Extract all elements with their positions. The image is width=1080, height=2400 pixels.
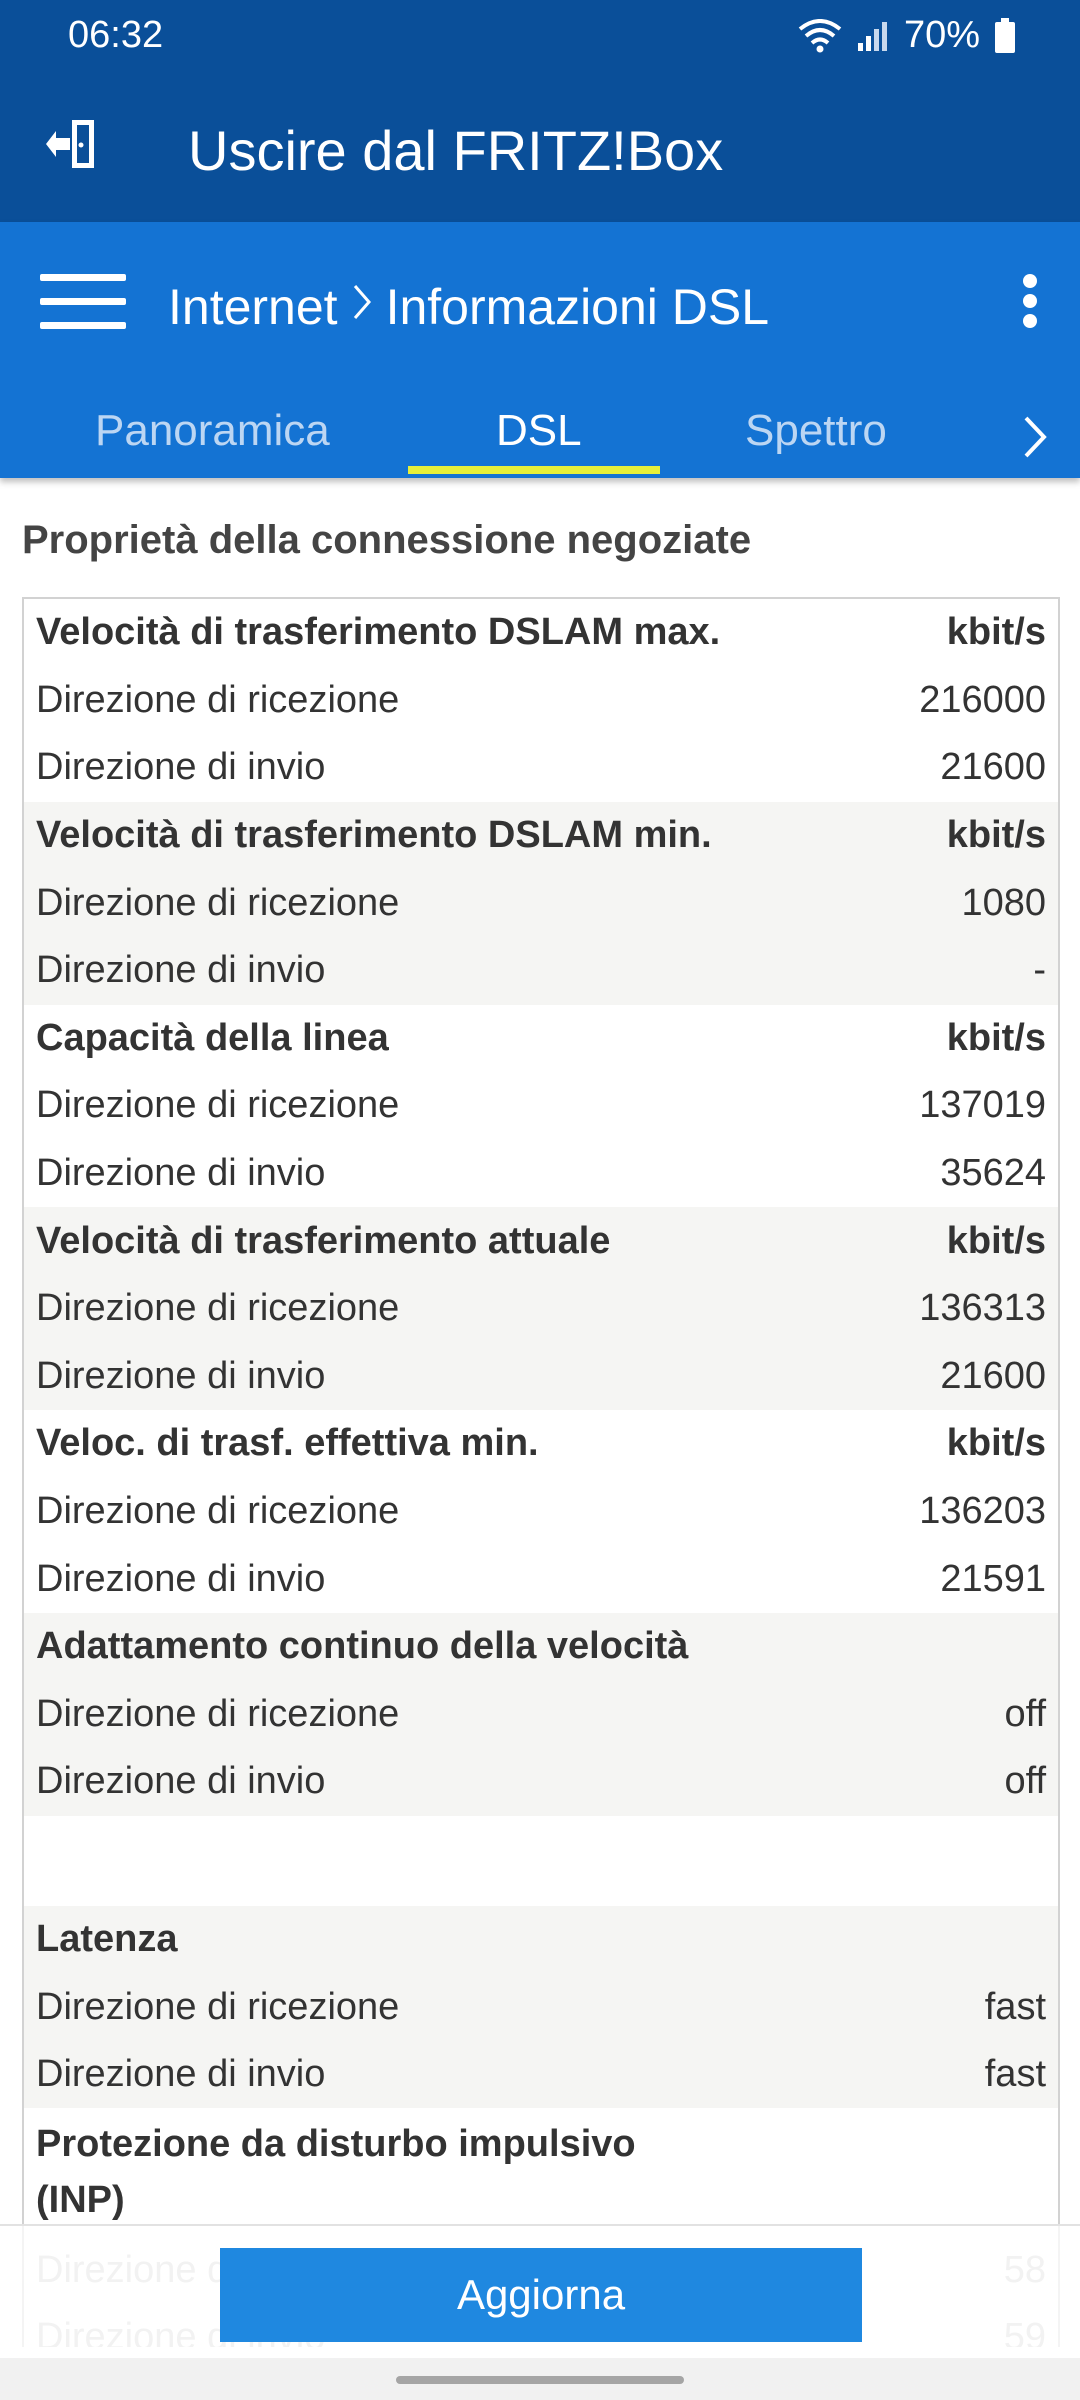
group-header: Velocità di trasferimento attuale kbit/s — [24, 1207, 1058, 1275]
breadcrumb-internet[interactable]: Internet — [168, 279, 338, 335]
group-header: Velocità di trasferimento DSLAM min. kbit/s — [24, 802, 1058, 870]
table-row: Direzione di ricezione 136313 — [24, 1275, 1058, 1343]
tab-bar — [0, 388, 1080, 478]
table-spacer — [24, 1816, 1058, 1906]
app-title: Uscire dal FRITZ!Box — [188, 119, 724, 182]
battery-percent: 70% — [903, 14, 980, 56]
group-header: Veloc. di trasf. effettiva min. kbit/s — [36, 1422, 1046, 1465]
table-row: Direzione di invio - — [24, 937, 1058, 1005]
hamburger-icon[interactable] — [40, 268, 126, 332]
table-row: Direzione di ricezione 136203 — [36, 1490, 1046, 1533]
table-row: Direzione di invio 21591 — [36, 1557, 1046, 1600]
gesture-nav-bar — [0, 2358, 1080, 2400]
more-vert-icon[interactable] — [1020, 274, 1040, 328]
chevron-right-icon — [352, 282, 372, 333]
tab-panoramica[interactable]: Panoramica — [95, 406, 330, 455]
status-icons — [798, 14, 1016, 57]
tab-dsl[interactable]: DSL — [496, 406, 582, 455]
table-row: Direzione di ricezione off — [24, 1681, 1058, 1749]
table-row: Direzione di invio off — [24, 1748, 1058, 1816]
update-button[interactable]: Aggiorna — [220, 2248, 862, 2342]
group-header: Latenza — [24, 1906, 1058, 1974]
wifi-icon — [798, 19, 842, 53]
group-header: Adattamento continuo della velocità — [24, 1613, 1058, 1681]
table-row: Direzione di ricezione 137019 — [36, 1084, 1046, 1127]
group-header: Protezione da disturbo impulsivo (INP) — [36, 2123, 636, 2222]
breadcrumb — [168, 278, 769, 336]
signal-icon — [856, 19, 890, 53]
table-row: Direzione di ricezione 216000 — [36, 678, 1046, 721]
logout-icon[interactable] — [44, 114, 104, 174]
table-row: Direzione di ricezione 1080 — [24, 869, 1058, 937]
nav-bar — [0, 222, 1080, 478]
dsl-properties-table — [22, 597, 1060, 2347]
home-gesture-handle[interactable] — [396, 2376, 684, 2384]
section-title: Proprietà della connessione negoziate — [22, 518, 752, 562]
chevron-right-icon[interactable] — [1020, 412, 1050, 462]
breadcrumb-dsl-info: Informazioni DSL — [385, 279, 770, 335]
table-row: Direzione di invio 21600 — [36, 746, 1046, 789]
group-header: Velocità di trasferimento DSLAM max. kbit/s — [36, 611, 1046, 654]
table-row: Direzione di invio 21600 — [24, 1343, 1058, 1411]
status-bar — [0, 0, 1080, 76]
table-row: Direzione di invio 35624 — [36, 1152, 1046, 1195]
tab-spettro[interactable]: Spettro — [745, 406, 887, 455]
status-time: 06:32 — [68, 14, 164, 56]
battery-icon — [994, 18, 1016, 54]
table-row: Direzione di ricezione fast — [24, 1973, 1058, 2041]
table-row: Direzione di invio fast — [24, 2041, 1058, 2109]
active-tab-indicator — [408, 466, 660, 474]
title-row — [0, 96, 1080, 206]
group-header: Capacità della linea kbit/s — [36, 1016, 1046, 1059]
